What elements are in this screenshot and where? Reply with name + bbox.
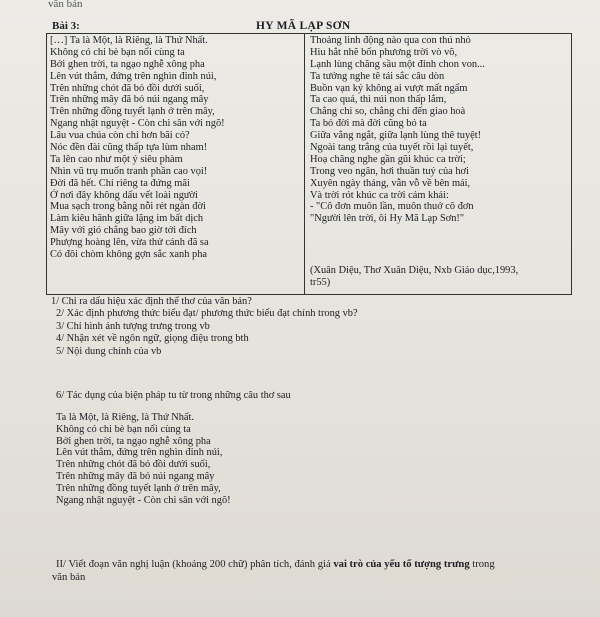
question-item: 4/ Nhận xét về ngôn ngữ, giọng điệu trong bth xyxy=(56,333,249,345)
part-two-line xyxy=(56,558,495,571)
excerpt-line: Trên những mây đã bỏ núi ngang mây xyxy=(56,470,215,482)
part-two-emphasis: vai trò của yếu tố tượng trưng xyxy=(333,559,470,570)
poem-line: Trên những mây đã bỏ núi ngang mây xyxy=(50,94,209,106)
poem-line: […] Ta là Một, là Riêng, là Thứ Nhất. xyxy=(50,35,208,46)
poem-line: Ngang nhật nguyệt - Còn chi sân với ngõ! xyxy=(50,118,225,130)
poem-line: Không có chi bè bạn nổi cùng ta xyxy=(50,46,185,58)
poem-line: Nóc đền đài cũng thấp tựa lùm nham! xyxy=(50,142,208,154)
poem-line: Buồn vạn kỷ không ai vượt mất ngẩm xyxy=(310,82,468,94)
question-item: 2/ Xác định phương thức biểu đạt/ phương thức biểu đạt chính trong vb? xyxy=(56,308,358,320)
poem-line: Đời đã hết. Chỉ riêng ta đứng mãi xyxy=(50,177,190,189)
part-two-task xyxy=(52,558,495,584)
question-item: 1/ Chỉ ra dấu hiệu xác định thể thơ của văn bản? xyxy=(51,296,252,307)
poem-line: Hiu hắt nhẽ bốn phương trời vò võ, xyxy=(310,46,458,58)
excerpt-line: Không có chi bè bạn nổi cùng ta xyxy=(56,423,191,435)
poem-line: Nhìn vũ trụ muốn tranh phần cao vọi! xyxy=(50,165,208,177)
poem-line: Lâu vua chúa còn chi hơn bãi cỏ? xyxy=(50,130,190,142)
poem-right-column xyxy=(310,35,485,225)
poem-line: "Người lên trời, ôi Hy Mã Lạp Sơn!" xyxy=(310,213,465,225)
poem-line: Có đôi chòm không gợn sắc xanh pha xyxy=(50,249,208,261)
poem-line: Ở nơi đây không dấu vết loài người xyxy=(50,189,198,201)
poem-line: Ngoài tang trắng của tuyết rồi lại tuyết, xyxy=(310,142,474,154)
excerpt-line: Lên vút thẳm, đứng trên nghìn đỉnh núi, xyxy=(56,447,223,459)
excerpt-line: Bởi ghen trời, ta ngạo nghễ xông pha xyxy=(56,435,211,447)
part-two-line: văn bản xyxy=(52,572,86,583)
poem-line: Ta cao quá, thì núi non thấp lắm, xyxy=(310,94,447,106)
excerpt-line: Trên những chót đã bỏ đồi dưới suối, xyxy=(56,459,211,471)
poem-line: Trên những chót đã bỏ đồi dưới suối, xyxy=(50,82,205,94)
poem-line: Xuyên ngày tháng, vẫn vỗ về bên mái, xyxy=(310,177,471,189)
question-6: 6/ Tác dụng của biện pháp tu từ trong những câu thơ sau xyxy=(56,390,291,401)
question-item: 3/ Chỉ hình ảnh tượng trưng trong vb xyxy=(56,320,210,332)
poem-line: Ta lên cao như một ý siêu phàm xyxy=(50,153,183,165)
poem-line: Và trời rót khúc ca trời cảm khái: xyxy=(310,189,449,201)
poem-line: Bởi ghen trời, ta ngạo nghễ xông pha xyxy=(50,58,205,70)
poem-line: - "Cô đơn muôn lần, muôn thuở cô đơn xyxy=(310,201,474,213)
question-list xyxy=(51,296,358,358)
poem-line: Ta bỏ đời mà đời cũng bỏ ta xyxy=(310,118,427,130)
source-line: (Xuân Diệu, Thơ Xuân Diệu, Nxb Giáo dục,1993, xyxy=(310,265,519,276)
excerpt-line: Ngang nhật nguyệt - Còn chi sân với ngõ! xyxy=(56,494,231,506)
poem-line: Hoạ chăng nghe gần gũi khúc ca trời; xyxy=(310,153,466,165)
excerpt-line: Ta là Một, là Riêng, là Thứ Nhất. xyxy=(56,412,195,423)
column-divider xyxy=(304,33,305,295)
poem-source xyxy=(310,265,518,289)
poem-line: Trên những đồng tuyết lạnh ở trên mây, xyxy=(50,106,215,118)
poem-line: Thoảng linh động nào qua con thú nhỏ xyxy=(310,35,471,46)
poem-line: Giữa vắng ngắt, giữa lạnh lùng thê tuyệt! xyxy=(310,130,482,142)
poem-line: Mua sạch trong bằng nỗi rét ngàn đời xyxy=(50,201,206,213)
excerpt-line: Trên những đồng tuyết lạnh ở trên mây, xyxy=(56,482,221,494)
poem-line: Lạnh lùng chăng sầu một đỉnh chon von... xyxy=(310,58,485,70)
poem-line: Chẳng chi so, chẳng chi đến giao hoà xyxy=(310,106,466,118)
poem-line: Lên vút thẳm, đứng trên nghìn đỉnh núi, xyxy=(50,70,217,82)
poem-line: Trong veo ngân, hơi thuần tuý của hơi xyxy=(310,165,469,177)
part-two-suffix: trong xyxy=(469,559,495,570)
header-cut-text: văn bản xyxy=(48,0,83,10)
poem-line: Mây với gió chẳng bao giờ tới đích xyxy=(50,225,197,237)
poem-line: Làm kiêu hãnh giữa lặng im bất dịch xyxy=(50,213,204,225)
source-line: tr55) xyxy=(310,277,331,288)
poem-line: Ta tưởng nghe tê tái sắc câu dòn xyxy=(310,70,445,82)
poem-line: Phượng hoàng lên, vừa thử cánh đã sa xyxy=(50,237,209,249)
poem-title: HY MÃ LẠP SƠN xyxy=(256,20,351,32)
poem-excerpt xyxy=(56,412,231,506)
part-two-prefix: II/ Viết đoạn văn nghị luận (khoảng 200 chữ) phân tích, đánh giá xyxy=(56,559,334,570)
poem-left-column xyxy=(50,35,225,261)
question-item: 5/ Nội dung chính của vb xyxy=(56,345,162,357)
exercise-label: Bài 3: xyxy=(52,20,80,32)
